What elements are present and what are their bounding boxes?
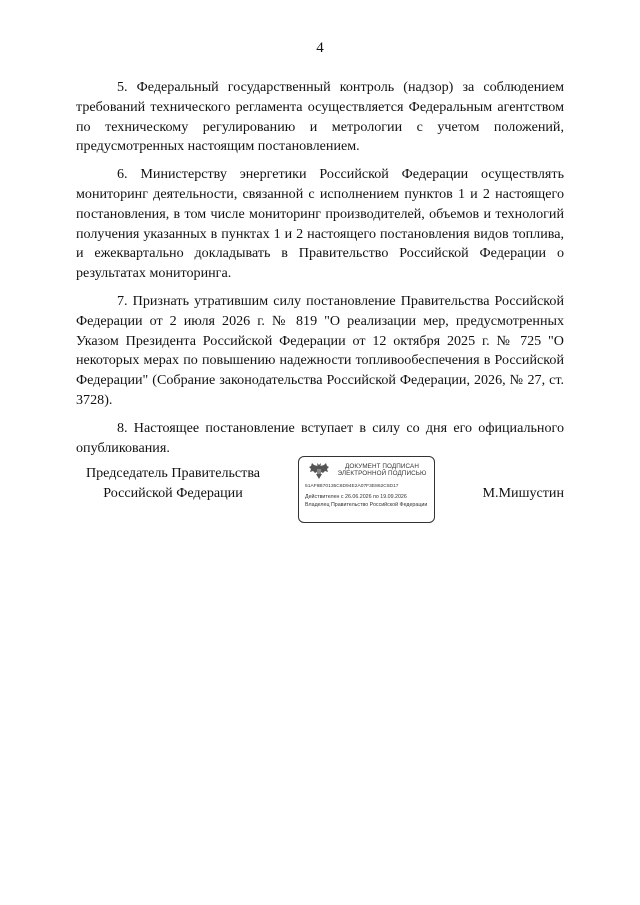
page-number: 4 (316, 40, 324, 56)
signatory-position-line1: Председатель Правительства (85, 465, 261, 481)
signatory-position (78, 463, 268, 503)
double-headed-eagle-emblem-icon (308, 462, 330, 480)
paragraph-5: 5. Федеральный государственный контроль (надзор) за соблюдением требований технического регламента осуществляется Федеральным агентством по техническому регулированию и метрологии с учетом положений, предусмотренных настоящим постановлением. (76, 79, 564, 155)
paragraph-8: 8. Настоящее постановление вступает в силу со дня его официального опубликования. (76, 419, 564, 456)
document-body (76, 78, 564, 466)
stamp-title (333, 463, 431, 478)
stamp-validity-period: Действителен с 26.06.2026 по 19.09.2026 (305, 494, 407, 500)
stamp-title-line1: ДОКУМЕНТ ПОДПИСАН (345, 463, 419, 470)
paragraph-7: 7. Признать утратившим силу постановление Правительства Российской Федерации от 2 июля 2026 г. № 819 "О реализации мер, предусмотренных Указом Президента Российской Федерации от 12 октября 2025 г. № 725 "О некоторых мерах по повышению надежности топливообеспечения в Российской Федерации" (Собрание законодательства Российской Федерации, 2026, № 27, ст. 3728). (76, 292, 564, 408)
signatory-name: М.Мишустин (482, 485, 564, 501)
paragraph-6: 6. Министерству энергетики Российской Федерации осуществлять мониторинг деятельности, связанной с исполнением пунктов 1 и 2 настоящего постановления, в том числе мониторинг производителей, объемов и технологий получения указанных в пунктах 1 и 2 настоящего постановления видов топлива, и ежеквартально докладывать в Правительство Российской Федерации о результатах мониторинга. (76, 166, 564, 282)
signatory-position-line2: Российской Федерации (103, 485, 243, 501)
stamp-certificate-owner: Владелец Правительство Российской Федерации (305, 502, 428, 508)
stamp-certificate-serial: 51AF8B70135C6D94E2A07F3E862C5D17 (305, 484, 399, 489)
electronic-signature-stamp (298, 456, 435, 523)
stamp-title-line2: ЭЛЕКТРОННОЙ ПОДПИСЬЮ (337, 470, 427, 478)
